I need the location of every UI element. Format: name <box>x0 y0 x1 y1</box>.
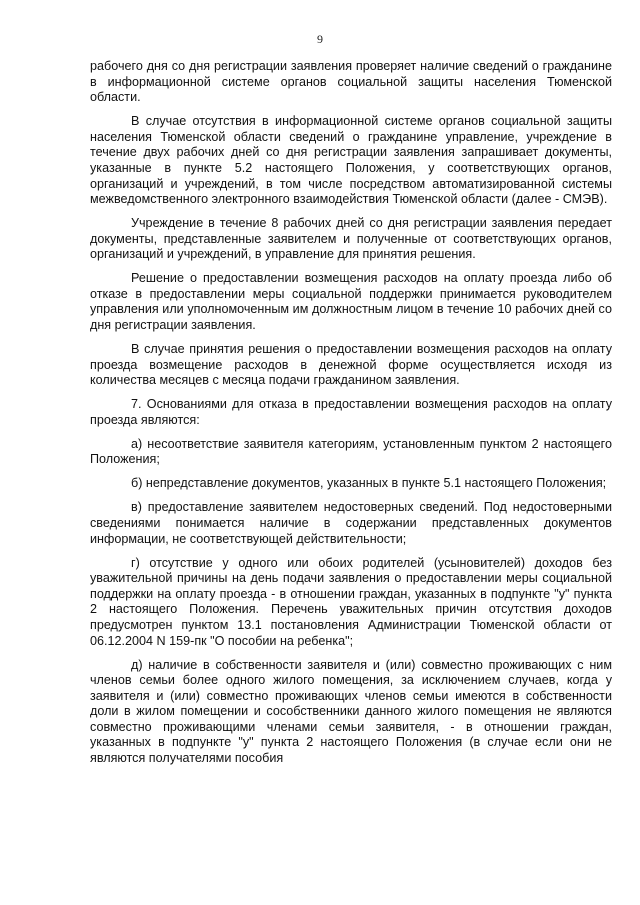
paragraph-reimbursement: В случае принятия решения о предоставлении возмещения расходов на оплату проезда возмещение расходов в денежной форме осуществляется исходя из количества месяцев с месяца подачи гражданином заявления. <box>90 342 612 388</box>
list-item-b: б) непредставление документов, указанных в пункте 5.1 настоящего Положения; <box>131 476 607 491</box>
paragraph-continuation: рабочего дня со дня регистрации заявления проверяет наличие сведений о гражданине в информационной системе органов социальной защиты населения Тюменской области. <box>90 59 612 105</box>
paragraph-smev-request: В случае отсутствия в информационной системе органов социальной защиты населения Тюменской области сведений о гражданине управление, учреждение в течение двух рабочих дней со дня регистрации заявления запрашивает документы, указанные в пункте 5.2 настоящего Положения, у соответствующих органов, организаций и учреждений, в том числе посредством автоматизированной системы межведомственного электронного взаимодействия Тюменской области (далее - СМЭВ). <box>90 114 612 207</box>
paragraph-decision: Решение о предоставлении возмещения расходов на оплату проезда либо об отказе в предоставлении меры социальной поддержки принимается руководителем управления или уполномоченным им должностным лицом в течение 10 рабочих дней со дня регистрации заявления. <box>90 271 612 333</box>
page-number: 9 <box>317 32 323 46</box>
document-body <box>90 59 612 775</box>
list-item-a: а) несоответствие заявителя категориям, установленным пунктом 2 настоящего Положения; <box>90 436 612 467</box>
list-item-d: д) наличие в собственности заявителя и (или) совместно проживающих с ним членов семьи более одного жилого помещения, за исключением случаев, когда у заявителя и (или) совместно проживающих членов семьи имеются в собственности доли в жилом помещении и сособственники данного жилого помещения не являются совместно проживающими членами семьи заявителя, - в отношении граждан, указанных в подпункте "у" пункта 2 настоящего Положения (в случае если они не являются получателями пособия <box>90 657 612 766</box>
paragraph-refusal-grounds: 7. Основаниями для отказа в предоставлении возмещения расходов на оплату проезда являются: <box>90 397 612 427</box>
paragraph-transfer-documents: Учреждение в течение 8 рабочих дней со дня регистрации заявления передает документы, представленные заявителем и полученные от соответствующих органов, организаций и учреждений, в управление для принятия решения. <box>90 216 612 262</box>
list-item-v: в) предоставление заявителем недостоверных сведений. Под недостоверными сведениями понимается наличие в содержании представленных документов информации, не соответствующей действительности; <box>90 500 612 546</box>
list-item-g: г) отсутствие у одного или обоих родителей (усыновителей) доходов без уважительной причины на день подачи заявления о предоставлении меры социальной поддержки на оплату проезда - в отношении граждан, указанных в подпункте "у" пункта 2 настоящего Положения. Перечень уважительных причин отсутствия доходов предусмотрен пунктом 13.1 постановления Администрации Тюменской области от 06.12.2004 N 159-пк "О пособии на ребенка"; <box>90 555 612 648</box>
